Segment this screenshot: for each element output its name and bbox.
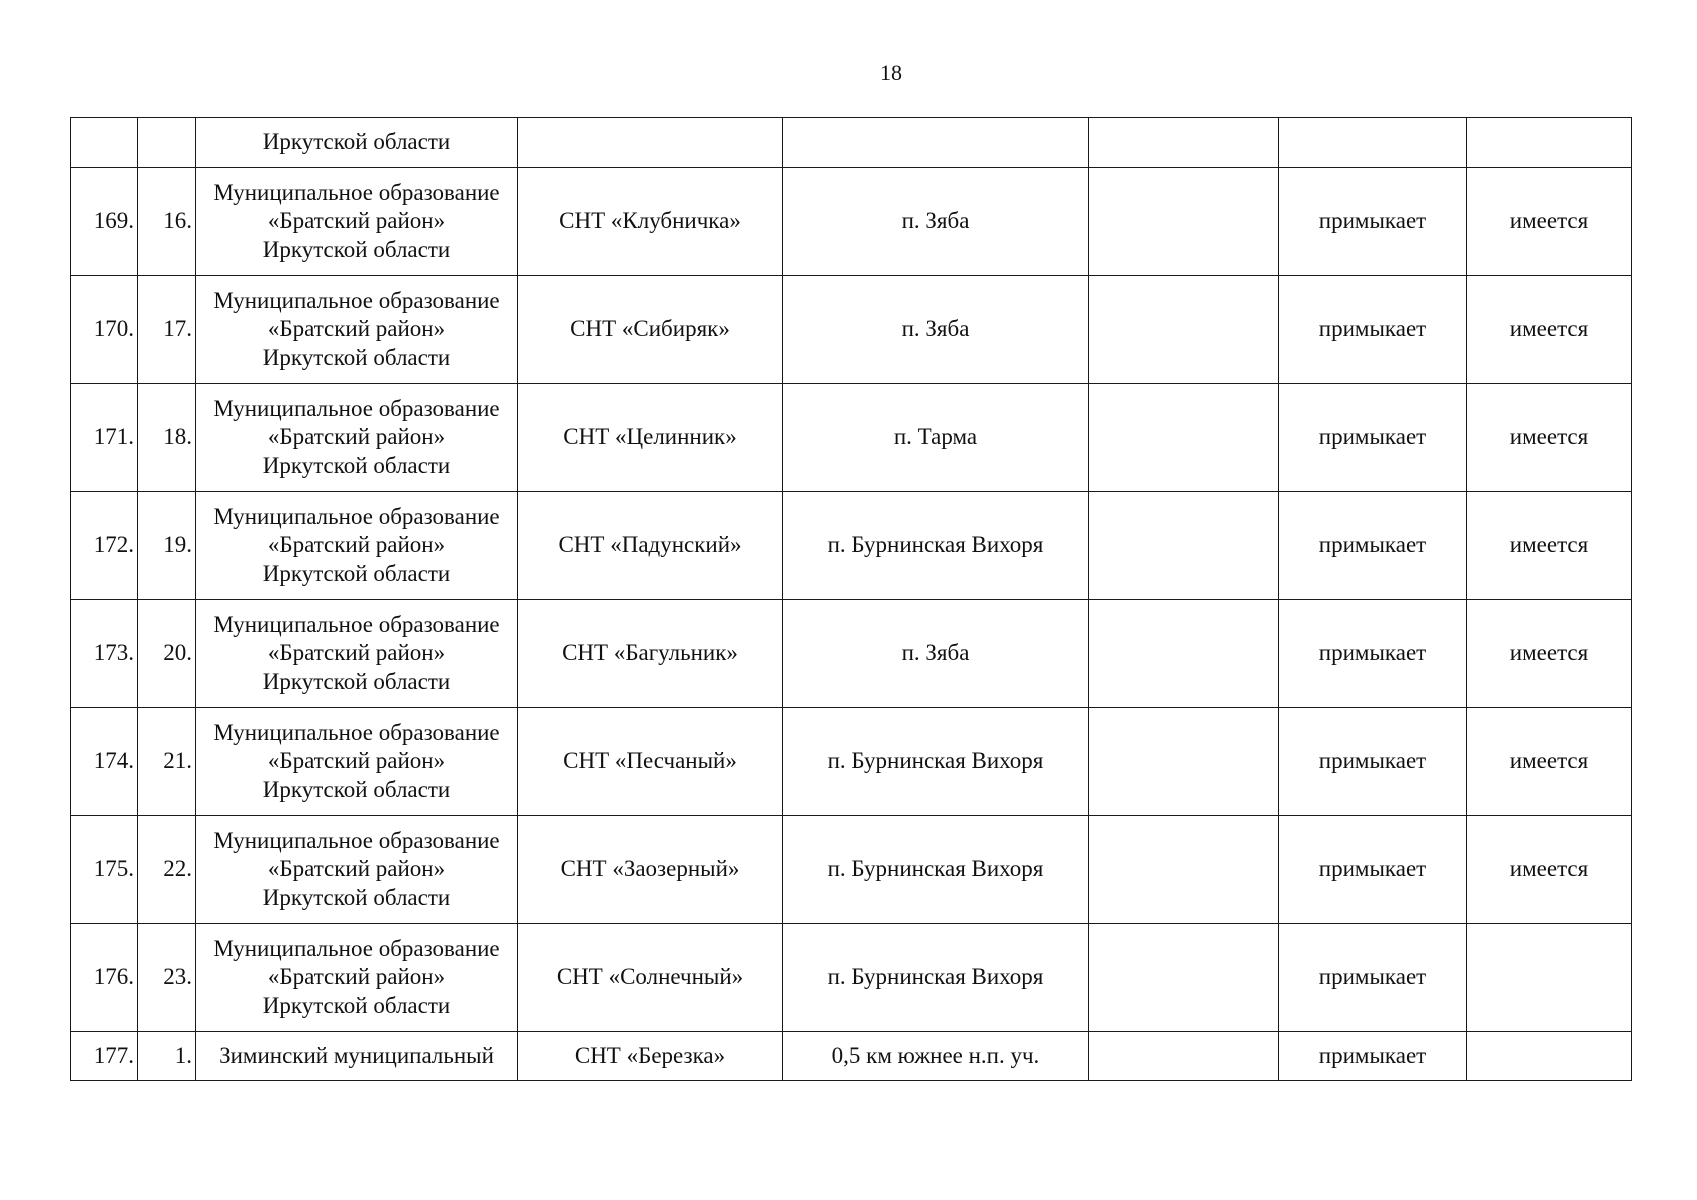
relation-cell: примыкает	[1279, 924, 1467, 1032]
municipality-cell	[196, 118, 518, 168]
municipality-line: «Братский район»	[267, 748, 446, 774]
page-number: 18	[880, 60, 902, 85]
availability-cell	[1467, 1032, 1632, 1081]
extra-cell	[1089, 276, 1279, 384]
table-row	[71, 1032, 1632, 1081]
extra-cell	[1089, 118, 1279, 168]
relation-cell: примыкает	[1279, 492, 1467, 600]
municipality-line: «Братский район»	[267, 532, 446, 558]
municipality-cell	[196, 168, 518, 276]
relation-cell: примыкает	[1279, 708, 1467, 816]
availability-cell: имеется	[1467, 384, 1632, 492]
municipality-line: «Братский район»	[267, 424, 446, 450]
table-row	[71, 708, 1632, 816]
table-row	[71, 168, 1632, 276]
sequence-number-cell: 176.	[71, 924, 138, 1032]
local-number-cell: 19.	[138, 492, 196, 600]
table-row	[71, 384, 1632, 492]
municipality-line: Иркутской области	[262, 884, 451, 910]
sequence-number-cell: 170.	[71, 276, 138, 384]
local-number-cell	[138, 118, 196, 168]
sequence-number-cell: 177.	[71, 1032, 138, 1081]
sequence-number-cell: 173.	[71, 600, 138, 708]
extra-cell	[1089, 600, 1279, 708]
municipality-line: «Братский район»	[267, 964, 446, 990]
settlement-cell: п. Бурнинская Вихоря	[783, 924, 1089, 1032]
municipality-cell	[196, 384, 518, 492]
availability-cell: имеется	[1467, 492, 1632, 600]
relation-cell: примыкает	[1279, 168, 1467, 276]
table-row	[71, 816, 1632, 924]
municipality-line: Муниципальное образование	[213, 827, 500, 853]
municipality-line: Иркутской области	[262, 129, 451, 155]
availability-cell: имеется	[1467, 816, 1632, 924]
table-row	[71, 492, 1632, 600]
local-number-cell: 18.	[138, 384, 196, 492]
municipality-line: «Братский район»	[267, 316, 446, 342]
snt-name-cell: СНТ «Сибиряк»	[518, 276, 783, 384]
table-body	[71, 118, 1632, 1081]
availability-cell: имеется	[1467, 600, 1632, 708]
municipality-line: Иркутской области	[262, 344, 451, 370]
settlement-cell: п. Бурнинская Вихоря	[783, 492, 1089, 600]
snt-name-cell: СНТ «Клубничка»	[518, 168, 783, 276]
extra-cell	[1089, 492, 1279, 600]
table-row	[71, 276, 1632, 384]
snt-name-cell: СНТ «Падунский»	[518, 492, 783, 600]
sequence-number-cell: 171.	[71, 384, 138, 492]
availability-cell: имеется	[1467, 168, 1632, 276]
local-number-cell: 17.	[138, 276, 196, 384]
municipality-line: Муниципальное образование	[213, 719, 500, 745]
table-row	[71, 118, 1632, 168]
availability-cell	[1467, 924, 1632, 1032]
municipality-line: «Братский район»	[267, 208, 446, 234]
sequence-number-cell: 172.	[71, 492, 138, 600]
municipality-line: Муниципальное образование	[213, 611, 500, 637]
extra-cell	[1089, 708, 1279, 816]
snt-name-cell: СНТ «Целинник»	[518, 384, 783, 492]
snt-name-cell: СНТ «Березка»	[518, 1032, 783, 1081]
register-table	[70, 117, 1632, 1081]
municipality-line: Муниципальное образование	[213, 935, 500, 961]
extra-cell	[1089, 924, 1279, 1032]
table-row	[71, 924, 1632, 1032]
relation-cell: примыкает	[1279, 600, 1467, 708]
municipality-line: Муниципальное образование	[213, 179, 500, 205]
local-number-cell: 22.	[138, 816, 196, 924]
relation-cell: примыкает	[1279, 384, 1467, 492]
settlement-cell: п. Зяба	[783, 276, 1089, 384]
local-number-cell: 1.	[138, 1032, 196, 1081]
snt-name-cell: СНТ «Солнечный»	[518, 924, 783, 1032]
settlement-cell: п. Бурнинская Вихоря	[783, 708, 1089, 816]
settlement-cell: п. Тарма	[783, 384, 1089, 492]
relation-cell: примыкает	[1279, 1032, 1467, 1081]
extra-cell	[1089, 816, 1279, 924]
availability-cell: имеется	[1467, 276, 1632, 384]
local-number-cell: 21.	[138, 708, 196, 816]
municipality-cell	[196, 1032, 518, 1081]
relation-cell: примыкает	[1279, 816, 1467, 924]
snt-name-cell: СНТ «Заозерный»	[518, 816, 783, 924]
extra-cell	[1089, 1032, 1279, 1081]
snt-name-cell: СНТ «Песчаный»	[518, 708, 783, 816]
settlement-cell	[783, 118, 1089, 168]
municipality-line: Иркутской области	[262, 668, 451, 694]
municipality-line: Иркутской области	[262, 452, 451, 478]
sequence-number-cell: 175.	[71, 816, 138, 924]
municipality-cell	[196, 924, 518, 1032]
sequence-number-cell: 169.	[71, 168, 138, 276]
municipality-cell	[196, 600, 518, 708]
municipality-line: Иркутской области	[262, 992, 451, 1018]
relation-cell	[1279, 118, 1467, 168]
local-number-cell: 23.	[138, 924, 196, 1032]
table-row	[71, 600, 1632, 708]
extra-cell	[1089, 384, 1279, 492]
municipality-line: Иркутской области	[262, 236, 451, 262]
municipality-cell	[196, 708, 518, 816]
municipality-line: «Братский район»	[267, 640, 446, 666]
local-number-cell: 16.	[138, 168, 196, 276]
municipality-line: Муниципальное образование	[213, 395, 500, 421]
settlement-cell: п. Зяба	[783, 168, 1089, 276]
settlement-cell: п. Бурнинская Вихоря	[783, 816, 1089, 924]
sequence-number-cell: 174.	[71, 708, 138, 816]
municipality-cell	[196, 276, 518, 384]
municipality-line: Зиминский муниципальный	[219, 1042, 494, 1068]
municipality-line: Муниципальное образование	[213, 503, 500, 529]
municipality-cell	[196, 492, 518, 600]
municipality-line: «Братский район»	[267, 856, 446, 882]
sequence-number-cell	[71, 118, 138, 168]
extra-cell	[1089, 168, 1279, 276]
settlement-cell: 0,5 км южнее н.п. уч.	[783, 1032, 1089, 1081]
snt-name-cell: СНТ «Багульник»	[518, 600, 783, 708]
availability-cell	[1467, 118, 1632, 168]
availability-cell: имеется	[1467, 708, 1632, 816]
relation-cell: примыкает	[1279, 276, 1467, 384]
snt-name-cell	[518, 118, 783, 168]
municipality-line: Муниципальное образование	[213, 287, 500, 313]
settlement-cell: п. Зяба	[783, 600, 1089, 708]
municipality-cell	[196, 816, 518, 924]
municipality-line: Иркутской области	[262, 560, 451, 586]
local-number-cell: 20.	[138, 600, 196, 708]
municipality-line: Иркутской области	[262, 776, 451, 802]
